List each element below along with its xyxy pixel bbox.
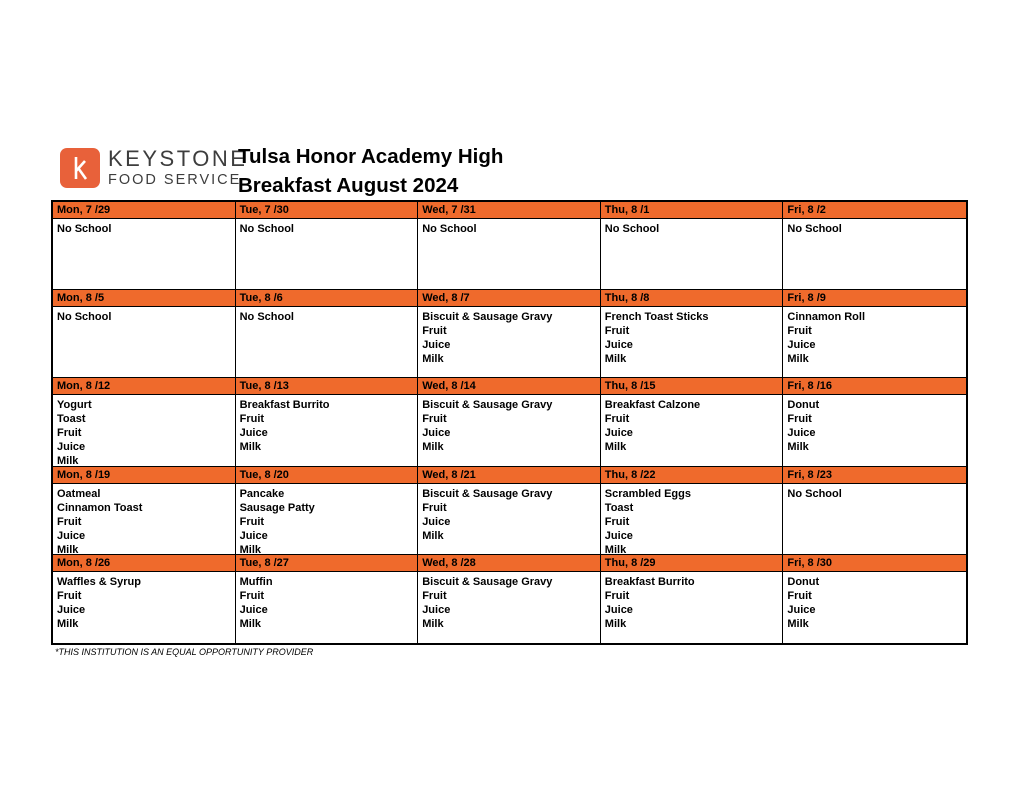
menu-item: Juice (604, 339, 633, 352)
day-cell (53, 378, 236, 466)
day-menu-items (236, 219, 418, 236)
day-date-header: Thu, 8 /1 (601, 202, 783, 219)
menu-item: Fruit (604, 589, 630, 602)
day-cell (601, 555, 784, 643)
day-menu-items (783, 307, 966, 366)
menu-item: Milk (57, 455, 79, 467)
menu-item: No School (604, 223, 660, 235)
menu-item: Fruit (422, 501, 447, 514)
page-title (238, 142, 503, 200)
menu-item: Milk (787, 353, 809, 366)
day-cell (418, 467, 601, 555)
menu-title: Breakfast August 2024 (238, 174, 459, 197)
day-cell (418, 555, 601, 643)
menu-item: Milk (604, 617, 627, 630)
day-cell (783, 202, 966, 290)
menu-item: Milk (604, 441, 627, 454)
menu-item: Juice (239, 603, 268, 616)
day-menu-items (53, 484, 235, 555)
logo-line-food-service: FOOD SERVICE (108, 172, 242, 189)
menu-item: Waffles & Syrup (57, 575, 141, 588)
day-cell (601, 202, 784, 290)
menu-item: Fruit (422, 589, 447, 602)
menu-item: No School (239, 311, 294, 324)
menu-item: Fruit (787, 413, 812, 426)
day-date-header: Wed, 8 /14 (418, 378, 600, 395)
menu-item: Milk (422, 617, 444, 630)
day-date-header: Thu, 8 /8 (601, 290, 783, 307)
menu-item: Juice (787, 427, 816, 440)
day-cell (418, 202, 601, 290)
day-date-header: Thu, 8 /29 (601, 555, 783, 572)
menu-item: No School (57, 223, 112, 235)
menu-item: Muffin (239, 575, 273, 588)
menu-item: Milk (604, 353, 627, 366)
menu-item: Juice (422, 427, 451, 440)
day-date-header: Tue, 8 /6 (236, 290, 418, 307)
menu-item: Juice (57, 529, 86, 542)
day-menu-items (601, 395, 783, 454)
menu-item: Fruit (422, 413, 447, 426)
day-menu-items (53, 219, 235, 236)
menu-item: Juice (239, 427, 268, 440)
menu-item: No School (787, 487, 842, 500)
menu-item: Juice (787, 603, 816, 616)
menu-item: Milk (239, 543, 261, 555)
day-cell (53, 467, 236, 555)
menu-item: Biscuit & Sausage Gravy (422, 487, 553, 500)
menu-item: Milk (604, 543, 627, 555)
menu-calendar-grid (51, 200, 968, 645)
menu-item: Fruit (787, 325, 812, 338)
day-menu-items (783, 484, 966, 501)
day-date-header: Wed, 8 /7 (418, 290, 600, 307)
day-date-header: Wed, 7 /31 (418, 202, 600, 219)
day-menu-items (418, 219, 600, 236)
menu-item: Cinnamon Roll (787, 311, 865, 324)
menu-item: Milk (57, 617, 79, 630)
menu-item: Breakfast Burrito (604, 575, 695, 588)
day-cell (783, 290, 966, 378)
menu-item: Breakfast Burrito (239, 399, 330, 412)
day-cell (601, 378, 784, 466)
day-date-header: Mon, 8 /5 (53, 290, 235, 307)
day-date-header: Tue, 8 /27 (236, 555, 418, 572)
day-date-header: Fri, 8 /16 (783, 378, 966, 395)
day-menu-items (236, 307, 418, 324)
day-date-header: Fri, 8 /2 (783, 202, 966, 219)
menu-item: Biscuit & Sausage Gravy (422, 399, 553, 412)
day-cell (236, 202, 419, 290)
day-menu-items (601, 219, 783, 236)
day-menu-items (53, 307, 235, 324)
day-date-header: Mon, 8 /26 (53, 555, 235, 572)
day-menu-items (236, 572, 418, 631)
menu-item: Fruit (239, 515, 265, 528)
menu-item: Donut (787, 575, 820, 588)
day-date-header: Fri, 8 /23 (783, 467, 966, 484)
school-name: Tulsa Honor Academy High (238, 145, 504, 168)
menu-item: Toast (57, 413, 86, 426)
day-date-header: Tue, 7 /30 (236, 202, 418, 219)
menu-item: Juice (239, 529, 268, 542)
menu-item: Fruit (422, 325, 447, 338)
menu-item: Breakfast Calzone (604, 399, 701, 412)
menu-item: No School (239, 223, 294, 235)
menu-item: Juice (422, 603, 451, 616)
menu-item: Fruit (57, 515, 82, 528)
day-date-header: Thu, 8 /15 (601, 378, 783, 395)
menu-item: Juice (604, 603, 633, 616)
day-menu-items (418, 307, 600, 366)
day-cell (783, 467, 966, 555)
day-menu-items (236, 484, 418, 555)
day-cell (236, 467, 419, 555)
menu-item: Biscuit & Sausage Gravy (422, 575, 553, 588)
day-menu-items (236, 395, 418, 454)
day-cell (53, 202, 236, 290)
day-date-header: Fri, 8 /30 (783, 555, 966, 572)
menu-item: Toast (604, 501, 634, 514)
menu-item: French Toast Sticks (604, 311, 709, 324)
logo-line-keystone: KEYSTONE (108, 146, 248, 172)
menu-item: Juice (604, 427, 633, 440)
day-date-header: Wed, 8 /21 (418, 467, 600, 484)
menu-item: Juice (57, 441, 86, 454)
day-cell (418, 290, 601, 378)
footnote: *THIS INSTITUTION IS AN EQUAL OPPORTUNITY PROVIDER (55, 647, 314, 657)
menu-item: Cinnamon Toast (57, 501, 143, 514)
day-menu-items (601, 484, 783, 555)
day-cell (236, 290, 419, 378)
day-date-header: Mon, 8 /12 (53, 378, 235, 395)
menu-item: Milk (422, 529, 444, 542)
menu-item: Pancake (239, 487, 285, 500)
day-cell (418, 378, 601, 466)
day-menu-items (418, 572, 600, 631)
day-menu-items (418, 484, 600, 543)
menu-item: Scrambled Eggs (604, 487, 691, 500)
menu-item: No School (787, 223, 842, 235)
menu-item: Juice (422, 515, 451, 528)
menu-item: No School (422, 223, 477, 235)
menu-item: Fruit (239, 413, 265, 426)
menu-item: Milk (239, 441, 261, 454)
menu-item: Yogurt (57, 399, 92, 412)
menu-item: Milk (239, 617, 261, 630)
keystone-k-icon (60, 148, 100, 188)
day-cell (601, 290, 784, 378)
menu-item: Oatmeal (57, 487, 101, 500)
menu-item: Fruit (57, 427, 82, 440)
menu-item: Milk (787, 617, 809, 630)
keystone-logo (60, 148, 247, 188)
day-date-header: Fri, 8 /9 (783, 290, 966, 307)
menu-item: Biscuit & Sausage Gravy (422, 311, 553, 324)
menu-item: Fruit (604, 325, 630, 338)
page-header (60, 142, 970, 200)
day-menu-items (783, 219, 966, 236)
day-cell (236, 378, 419, 466)
menu-item: Juice (57, 603, 86, 616)
day-date-header: Thu, 8 /22 (601, 467, 783, 484)
day-cell (783, 555, 966, 643)
day-menu-items (601, 307, 783, 366)
menu-item: Fruit (604, 413, 630, 426)
day-menu-items (53, 572, 235, 631)
menu-item: No School (57, 311, 112, 324)
day-date-header: Tue, 8 /20 (236, 467, 418, 484)
menu-item: Fruit (604, 515, 630, 528)
menu-item: Donut (787, 399, 820, 412)
menu-item: Milk (787, 441, 809, 454)
day-date-header: Wed, 8 /28 (418, 555, 600, 572)
menu-item: Milk (422, 441, 444, 454)
day-date-header: Mon, 8 /19 (53, 467, 235, 484)
menu-item: Fruit (787, 589, 812, 602)
menu-item: Juice (787, 339, 816, 352)
menu-item: Milk (57, 543, 79, 555)
day-menu-items (418, 395, 600, 454)
day-cell (53, 290, 236, 378)
menu-item: Juice (604, 529, 633, 542)
day-cell (783, 378, 966, 466)
menu-item: Juice (422, 339, 451, 352)
day-cell (53, 555, 236, 643)
menu-item: Milk (422, 353, 444, 366)
day-menu-items (601, 572, 783, 631)
day-date-header: Mon, 7 /29 (53, 202, 235, 219)
day-cell (601, 467, 784, 555)
day-menu-items (783, 395, 966, 454)
menu-item: Sausage Patty (239, 501, 315, 514)
day-cell (236, 555, 419, 643)
logo-wordmark (108, 148, 247, 188)
menu-item: Fruit (239, 589, 265, 602)
menu-item: Fruit (57, 589, 82, 602)
day-menu-items (783, 572, 966, 631)
day-menu-items (53, 395, 235, 466)
day-date-header: Tue, 8 /13 (236, 378, 418, 395)
